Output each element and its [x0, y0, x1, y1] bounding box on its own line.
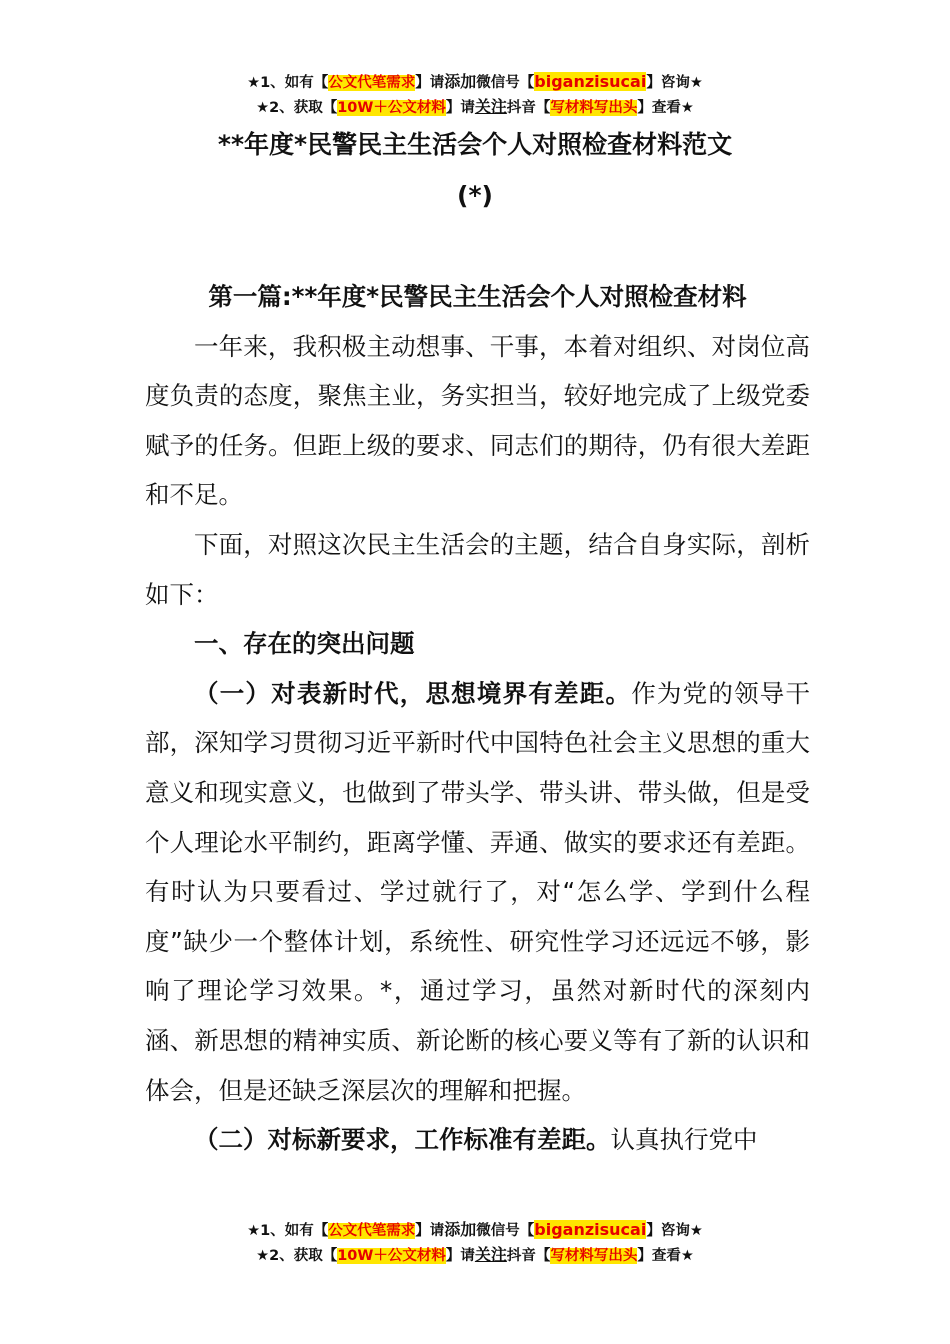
banner-text: 添加	[444, 72, 477, 91]
banner-text: 抖音【	[506, 100, 551, 116]
banner-text: 】请	[415, 1223, 445, 1239]
document-title-suffix: (*)	[457, 181, 493, 210]
banner-highlight: 10W＋公文材料	[337, 100, 446, 116]
banner-text: ★2、获取【	[256, 100, 338, 116]
banner-text: 】请	[445, 100, 475, 116]
paragraph-item-1	[145, 669, 810, 1115]
banner-line-2	[0, 95, 950, 120]
banner-text: 】请	[445, 1248, 475, 1264]
banner-text: ★1、如有【	[247, 1223, 329, 1239]
banner-text: 】请	[415, 75, 445, 91]
document-body	[145, 272, 810, 1165]
paragraph: 下面，对照这次民主生活会的主题，结合自身实际，剖析如下：	[145, 529, 810, 609]
banner-text: 】查看★	[637, 100, 694, 116]
item-text: 作为党的领导干部，深知学习贯彻习近平新时代中国特色社会主义思想的重大意义和现实意义，也做到了带头学、带头讲、带头做，但是受个人理论水平制约，距离学懂、弄通、做实的要求还有差距。有时认为只要看过、学过就行了，对“怎么学、学到什么程度”缺少一个整体计划，系统性、研究性学习还远远不够，影响了理论学习效果。*，通过学习，虽然对新时代的深刻内涵、新思想的精神实质、新论断的核心要义等有了新的认识和体会，但是还缺乏深层次的理解和把握。	[145, 678, 811, 1105]
heading: 一、存在的突出问题	[194, 629, 415, 659]
banner-text: 关注	[474, 97, 507, 116]
banner-highlight: 10W＋公文材料	[337, 1248, 446, 1264]
banner-text: 】咨询★	[646, 1223, 703, 1239]
banner-text: 抖音【	[506, 1248, 551, 1264]
banner-douyin-id: 写材料写出头	[550, 100, 638, 116]
banner-line-2	[0, 1243, 950, 1268]
banner-text: ★2、获取【	[256, 1248, 338, 1264]
banner-line-1	[0, 1218, 950, 1243]
banner-text: 】咨询★	[646, 75, 703, 91]
paragraph: 一年来，我积极主动想事、干事，本着对组织、对岗位高度负责的态度，聚焦主业，务实担当，较好地完成了上级党委赋予的任务。但距上级的要求、同志们的期待，仍有很大差距和不足。	[145, 331, 810, 510]
item-title: （一）对表新时代，思想境界有差距。	[194, 678, 632, 708]
paragraph-item-2	[145, 1115, 810, 1165]
banner-highlight: 公文代笔需求	[328, 75, 416, 91]
banner-text: 微信号【	[476, 75, 535, 91]
banner-highlight: 公文代笔需求	[328, 1223, 416, 1239]
document-title: **年度*民警民主生活会个人对照检查材料范文	[217, 130, 733, 159]
banner-douyin-id: 写材料写出头	[550, 1248, 638, 1264]
banner-wechat-id: biganzisucai	[534, 72, 647, 91]
item-text: 认真执行党中	[610, 1125, 758, 1155]
banner-text: 添加	[444, 1220, 477, 1239]
item-title: （二）对标新要求，工作标准有差距。	[194, 1125, 611, 1155]
banner-text: ★1、如有【	[247, 75, 329, 91]
banner-text: 关注	[474, 1245, 507, 1264]
section-title: 第一篇:**年度*民警民主生活会个人对照检查材料	[208, 282, 747, 311]
banner-line-1	[0, 70, 950, 95]
top-banner	[0, 70, 950, 120]
bottom-banner	[0, 1218, 950, 1268]
banner-wechat-id: biganzisucai	[534, 1220, 647, 1239]
banner-text: 】查看★	[637, 1248, 694, 1264]
banner-text: 微信号【	[476, 1223, 535, 1239]
